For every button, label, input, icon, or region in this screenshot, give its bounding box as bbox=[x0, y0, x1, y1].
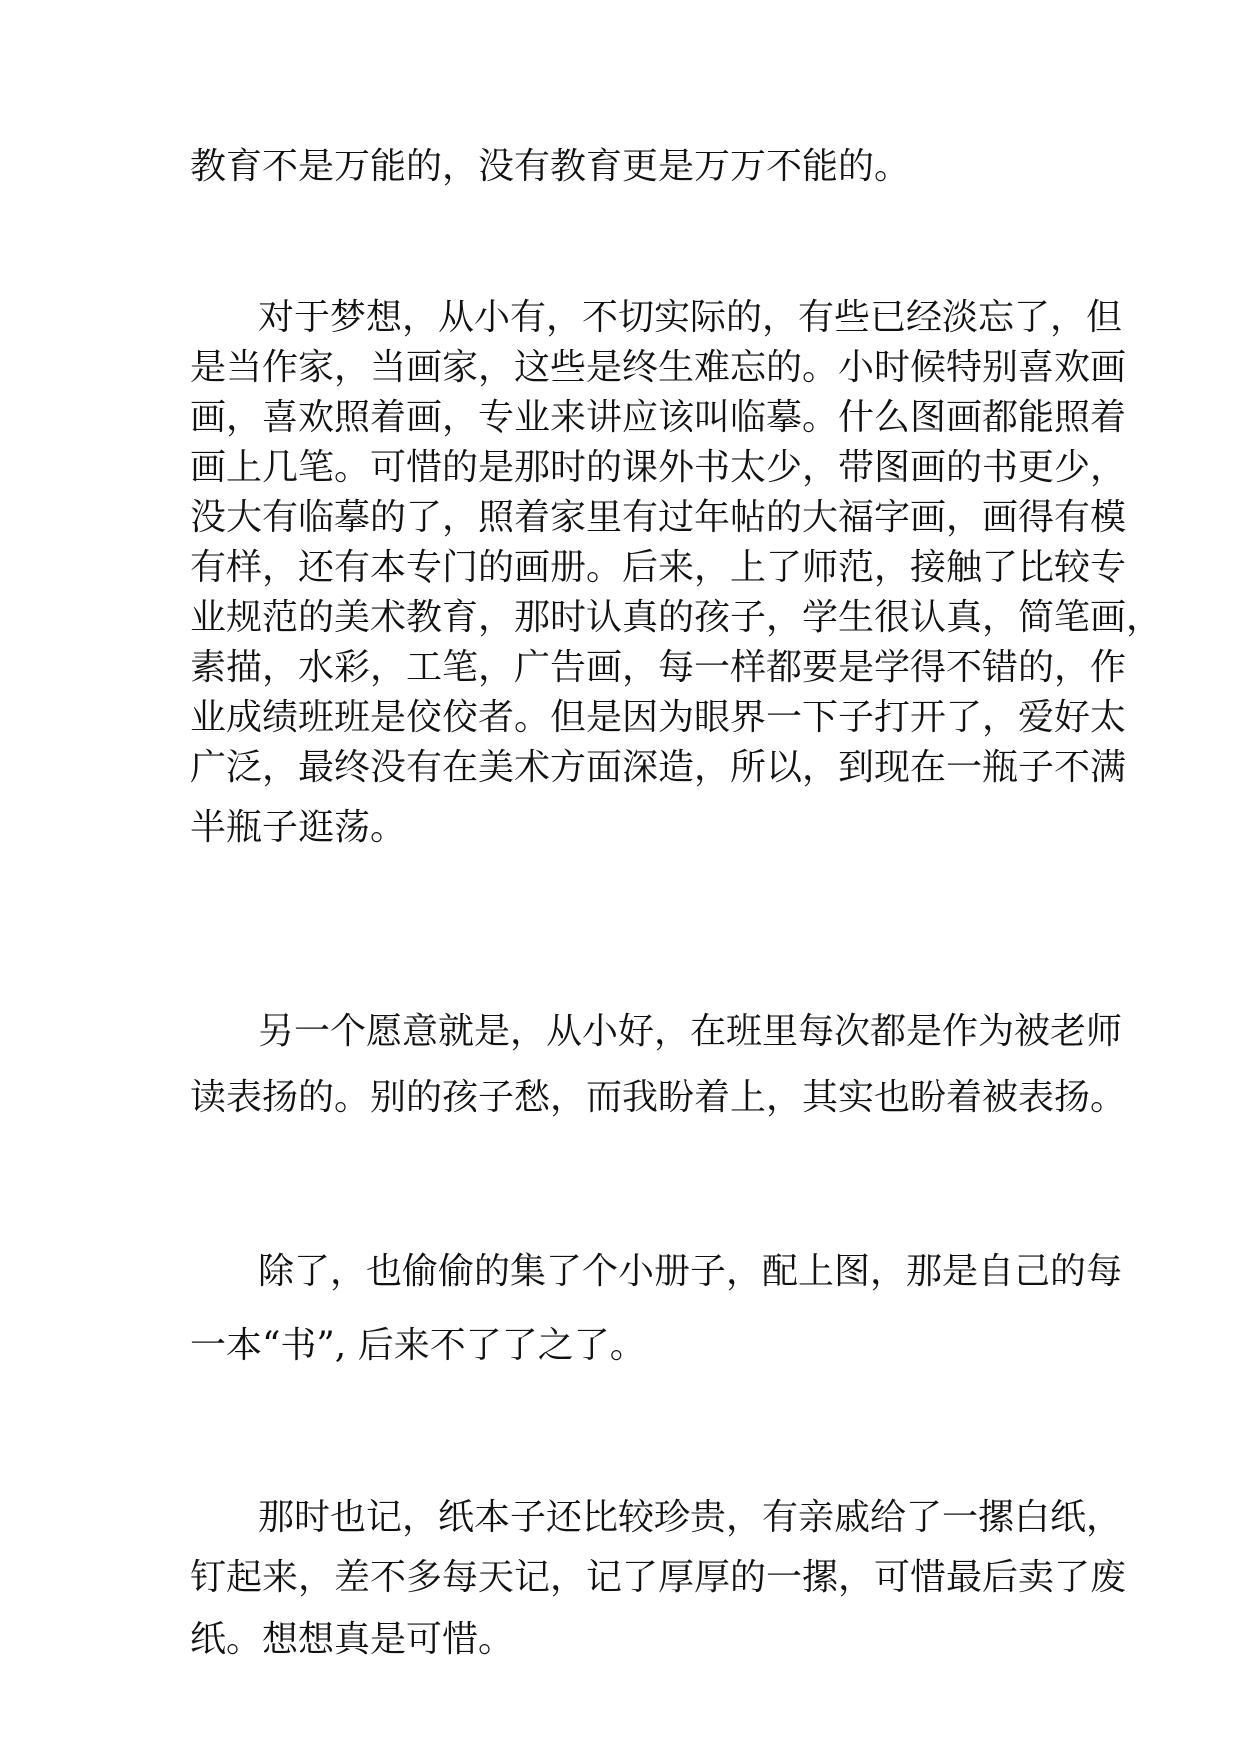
paragraph-4-line-1: 除了，也偷偷的集了个小册子，配上图，那是自己的每 bbox=[258, 1251, 1123, 1292]
paragraph-2-line-2: 是当作家，当画家，这些是终生难忘的。小时候特别喜欢画 bbox=[190, 347, 1127, 388]
paragraph-3-line-2: 读表扬的。别的孩子愁，而我盼着上，其实也盼着被表扬。 bbox=[190, 1077, 1127, 1118]
paragraph-4-line-2: 一本“书”, 后来不了了之了。 bbox=[190, 1325, 646, 1366]
paragraph-2-line-10: 广泛，最终没有在美术方面深造，所以，到现在一瓶子不满 bbox=[190, 747, 1127, 788]
paragraph-2-line-8: 素描，水彩，工笔，广告画，每一样都要是学得不错的，作 bbox=[190, 647, 1127, 688]
paragraph-1-line-1: 教育不是万能的，没有教育更是万万不能的。 bbox=[190, 146, 911, 187]
paragraph-2-line-11: 半瓶子逛荡。 bbox=[190, 807, 407, 848]
paragraph-5-line-1: 那时也记，纸本子还比较珍贵，有亲戚给了一摞白纸， bbox=[258, 1497, 1123, 1538]
paragraph-5-line-3: 纸。想想真是可惜。 bbox=[190, 1619, 515, 1660]
paragraph-2-line-1: 对于梦想，从小有，不切实际的，有些已经淡忘了，但 bbox=[258, 297, 1123, 338]
paragraph-2-line-5: 没大有临摹的了，照着家里有过年帖的大福字画，画得有模 bbox=[190, 497, 1127, 538]
paragraph-5-line-2: 钉起来，差不多每天记，记了厚厚的一摞，可惜最后卖了废 bbox=[190, 1557, 1127, 1598]
paragraph-2-line-6: 有样，还有本专门的画册。后来，上了师范，接触了比较专 bbox=[190, 547, 1127, 588]
paragraph-2-line-4: 画上几笔。可惜的是那时的课外书太少，带图画的书更少， bbox=[190, 447, 1127, 488]
paragraph-2-line-9: 业成绩班班是佼佼者。但是因为眼界一下子打开了，爱好太 bbox=[190, 697, 1127, 738]
paragraph-3-line-1: 另一个愿意就是，从小好，在班里每次都是作为被老师 bbox=[258, 1011, 1123, 1052]
paragraph-2-line-7: 业规范的美术教育，那时认真的孩子，学生很认真，简笔画， bbox=[190, 597, 1163, 638]
paragraph-2-line-3: 画，喜欢照着画，专业来讲应该叫临摹。什么图画都能照着 bbox=[190, 397, 1127, 438]
